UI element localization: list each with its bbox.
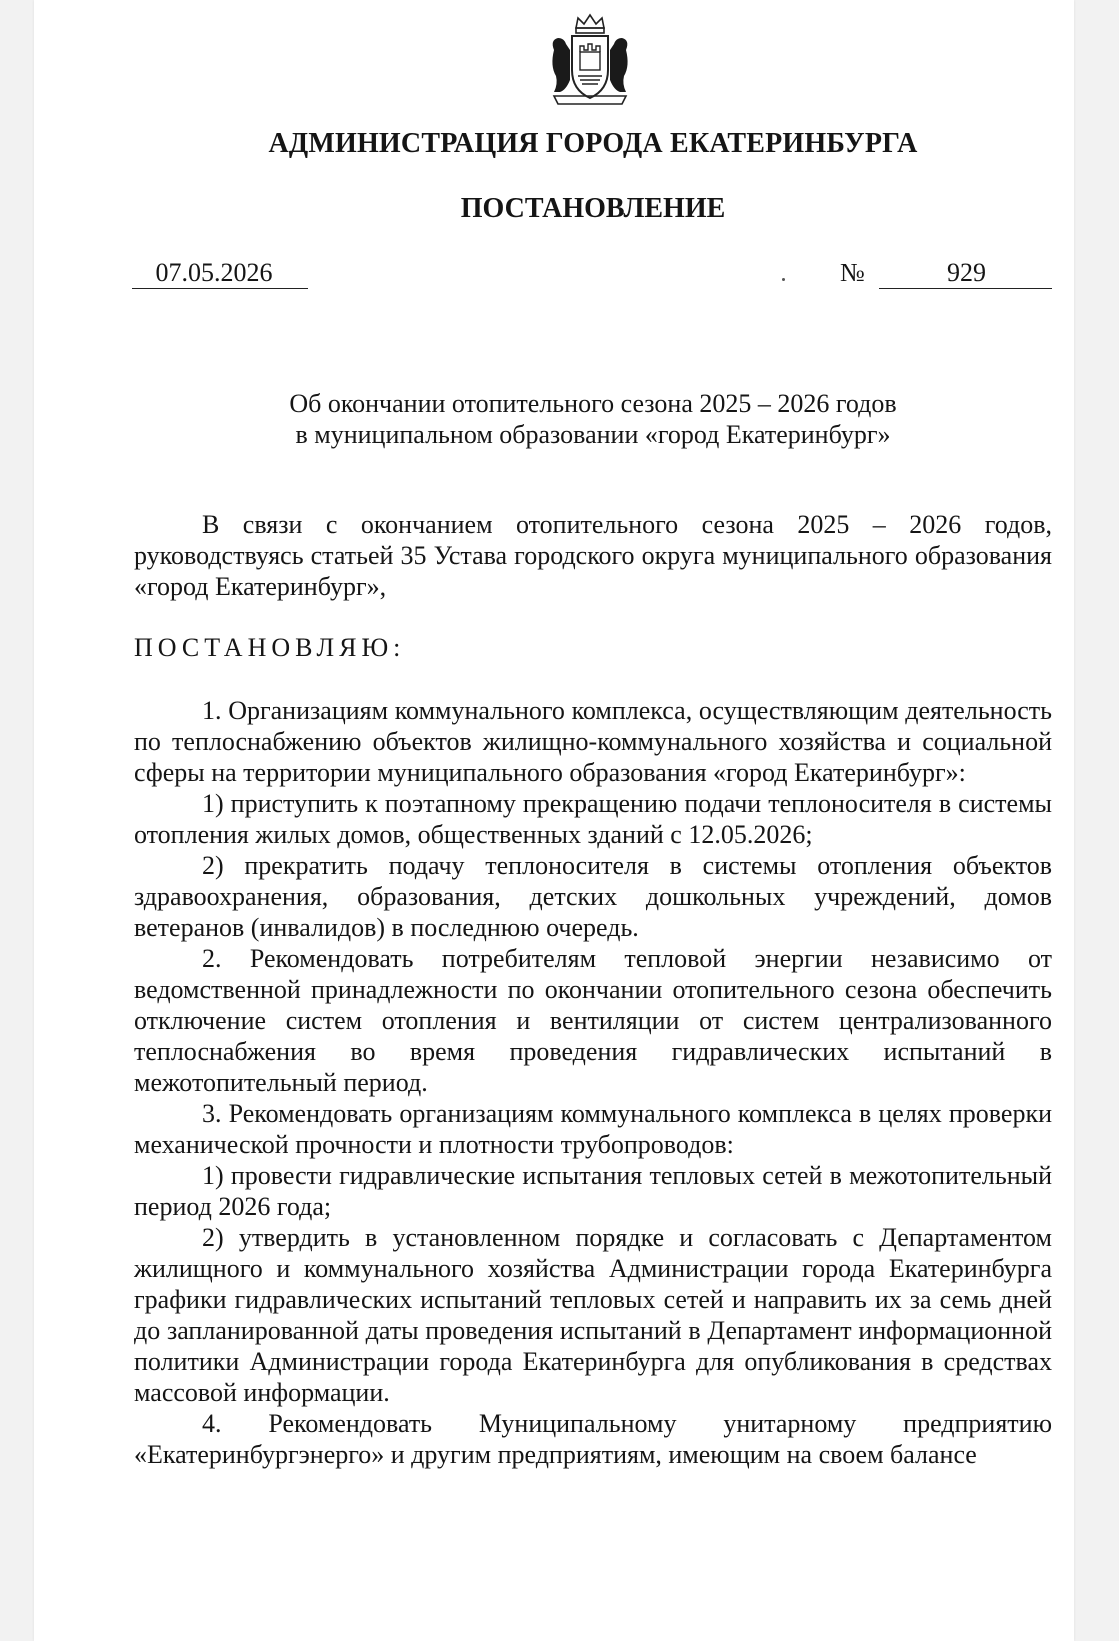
document-date: 07.05.2026 <box>155 258 273 287</box>
decree-items <box>134 695 1052 1470</box>
decree-item: 1. Организациям коммунального комплекса, осуществляющим деятельность по теплоснабжению объектов жилищно-коммунального хозяйства и социальной сферы на территории муниципального образования «город Екатеринбург»: <box>134 696 1052 787</box>
ekaterinburg-coat-of-arms-icon <box>540 10 640 110</box>
subject-line: Об окончании отопительного сезона 2025 – 2026 годов <box>289 389 897 418</box>
decree-item: 2) утвердить в установленном порядке и согласовать с Департаментом жилищного и коммунального хозяйства Администрации города Екатеринбурга графики гидравлических испытаний тепловых сетей и направить их за семь дней до запланированной даты проведения испытаний в Департамент информационной политики Администрации города Екатеринбурга для опубликования в средствах массовой информации. <box>134 1223 1052 1407</box>
document-number-field <box>879 258 1052 289</box>
decree-item: 4. Рекомендовать Муниципальному унитарному предприятию «Екатеринбургэнерго» и другим предприятиям, имеющим на своем балансе <box>134 1409 1052 1469</box>
document-date-field <box>132 258 308 289</box>
decree-item: 2. Рекомендовать потребителям тепловой энергии независимо от ведомственной принадлежности по окончании отопительного сезона обеспечить отключение систем отопления и вентиляции от систем централизованного теплоснабжения во время проведения гидравлических испытаний в межотопительный период. <box>134 944 1052 1097</box>
document-page <box>34 0 1074 1641</box>
decree-word: ПОСТАНОВЛЯЮ: <box>134 633 406 662</box>
scan-speck <box>782 278 785 281</box>
organization-title: АДМИНИСТРАЦИЯ ГОРОДА ЕКАТЕРИНБУРГА <box>268 128 918 159</box>
document-number: 929 <box>947 258 986 287</box>
preamble-block <box>134 509 1052 602</box>
decree-item: 1) провести гидравлические испытания тепловых сетей в межотопительный период 2026 года; <box>134 1161 1052 1221</box>
subject-line: в муниципальном образовании «город Екатеринбург» <box>295 420 891 449</box>
decree-item: 3. Рекомендовать организациям коммунального комплекса в целях проверки механической прочности и плотности трубопроводов: <box>134 1099 1052 1159</box>
decree-item: 1) приступить к поэтапному прекращению подачи теплоносителя в системы отопления жилых домов, общественных зданий с 12.05.2026; <box>134 789 1052 849</box>
document-subject <box>134 388 1052 450</box>
preamble-paragraph: В связи с окончанием отопительного сезона 2025 – 2026 годов, руководствуясь статьей 35 Устава городского округа муниципального образования «город Екатеринбург», <box>134 510 1052 601</box>
decree-item: 2) прекратить подачу теплоносителя в системы отопления объектов здравоохранения, образования, детских дошкольных учреждений, домов ветеранов (инвалидов) в последнюю очередь. <box>134 851 1052 942</box>
document-type-title: ПОСТАНОВЛЕНИЕ <box>460 193 726 224</box>
document-number-label: № <box>840 258 865 287</box>
